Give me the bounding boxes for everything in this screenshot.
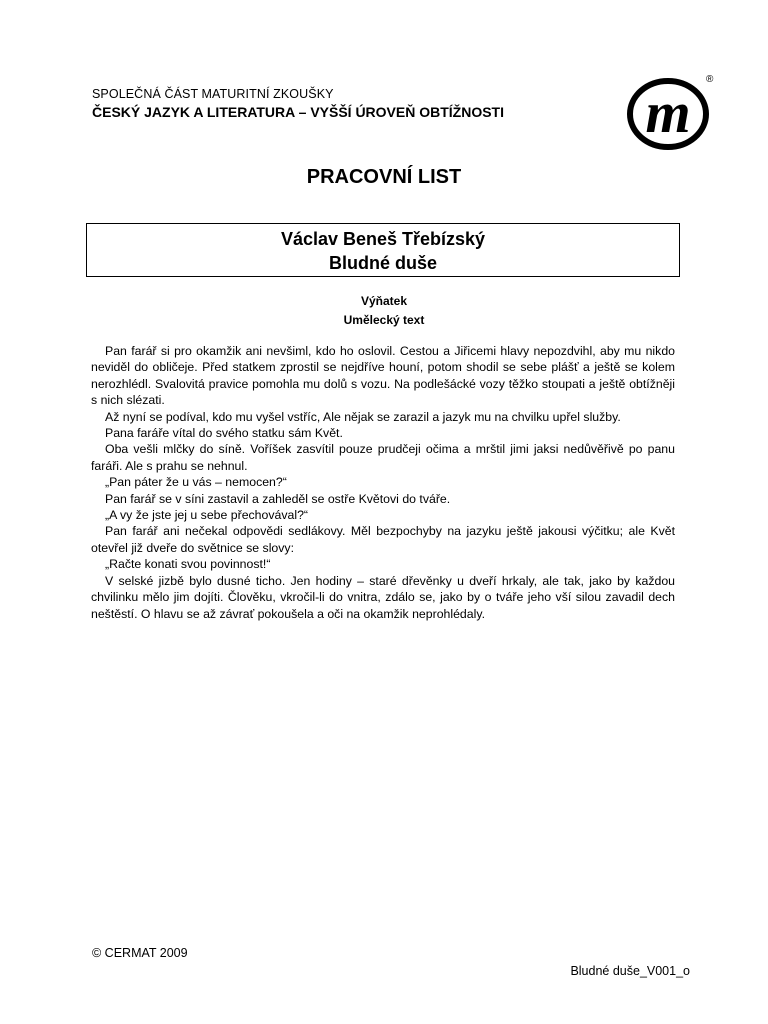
author-name: Václav Beneš Třebízský [280, 229, 486, 249]
work-name: Bludné duše [328, 253, 437, 273]
paragraph: „Pan páter že u vás – nemocen?“ [105, 475, 287, 490]
document-code: Bludné duše_V001_o [570, 964, 690, 978]
paragraph: „Račte konati svou povinnost!“ [105, 557, 271, 572]
cermat-logo [626, 70, 718, 154]
paragraph: „A vy že jste jej u sebe přechovával?“ [105, 508, 309, 523]
paragraph: Až nyní se podíval, kdo mu vyšel vstříc, Ale nějak se zarazil a jazyk mu na chvilku upřel služby. [105, 409, 621, 424]
excerpt-label: Výňatek [360, 294, 408, 308]
paragraph: Pan farář se v síni zastavil a zahleděl se ostře Květovi do tváře. [105, 491, 451, 506]
exam-title: SPOLEČNÁ ČÁST MATURITNÍ ZKOUŠKY [92, 87, 334, 101]
copyright: © CERMAT 2009 [92, 946, 188, 960]
page-title: PRACOVNÍ LIST [306, 166, 462, 188]
paragraph: Pan farář si pro okamžik ani nevšiml, kdo ho oslovil. Cestou a Jiřicemi hlavy nepozdvihl, aby mu nikdo neviděl do obličeje. Před statkem zprostil se nejdříve houní, potom shodil se sebe plášť a ještě se kolem nerozhlédl. Svalovitá pravice pomohla mu dolů s vozu. Na podlešácké vozy těžko stoupati a ještě obtížněji s nich slézati. [91, 344, 675, 408]
paragraph: Oba vešli mlčky do síně. Voříšek zasvítil pouze prudčeji očima a mrštil jimi jaksi nedůvěřivě po panu faráři. Ale s prahu se nehnul. [91, 442, 675, 473]
paragraph: Pana faráře vítal do svého statku sám Květ. [105, 426, 343, 441]
registered-mark: ® [706, 74, 714, 85]
text-type-label: Umělecký text [343, 313, 425, 327]
excerpt-text [91, 343, 675, 622]
paragraph: Pan farář ani nečekal odpovědi sedlákovy. Měl bezpochyby na jazyku ještě jakousi výčitku; ale Květ otevřel již dveře do světnice se slovy: [91, 524, 675, 555]
logo-letter: m [645, 80, 691, 145]
document-header [92, 86, 504, 122]
subject-title: ČESKÝ JAZYK A LITERATURA – VYŠŠÍ ÚROVEŇ OBTÍŽNOSTI [92, 104, 505, 120]
paragraph: V selské jizbě bylo dusné ticho. Jen hodiny – staré dřevěnky u dveří hrkaly, ale tak, jako by každou chvilinku mělo jim dojíti. Člověku, vkročil-li do vnitra, zdálo se, jako by o tváře jeho vší silou zavadil dech neštěstí. O hlavu se až závrať pokoušela a oči na okamžik neprohlédaly. [91, 573, 675, 621]
work-box [86, 223, 680, 277]
